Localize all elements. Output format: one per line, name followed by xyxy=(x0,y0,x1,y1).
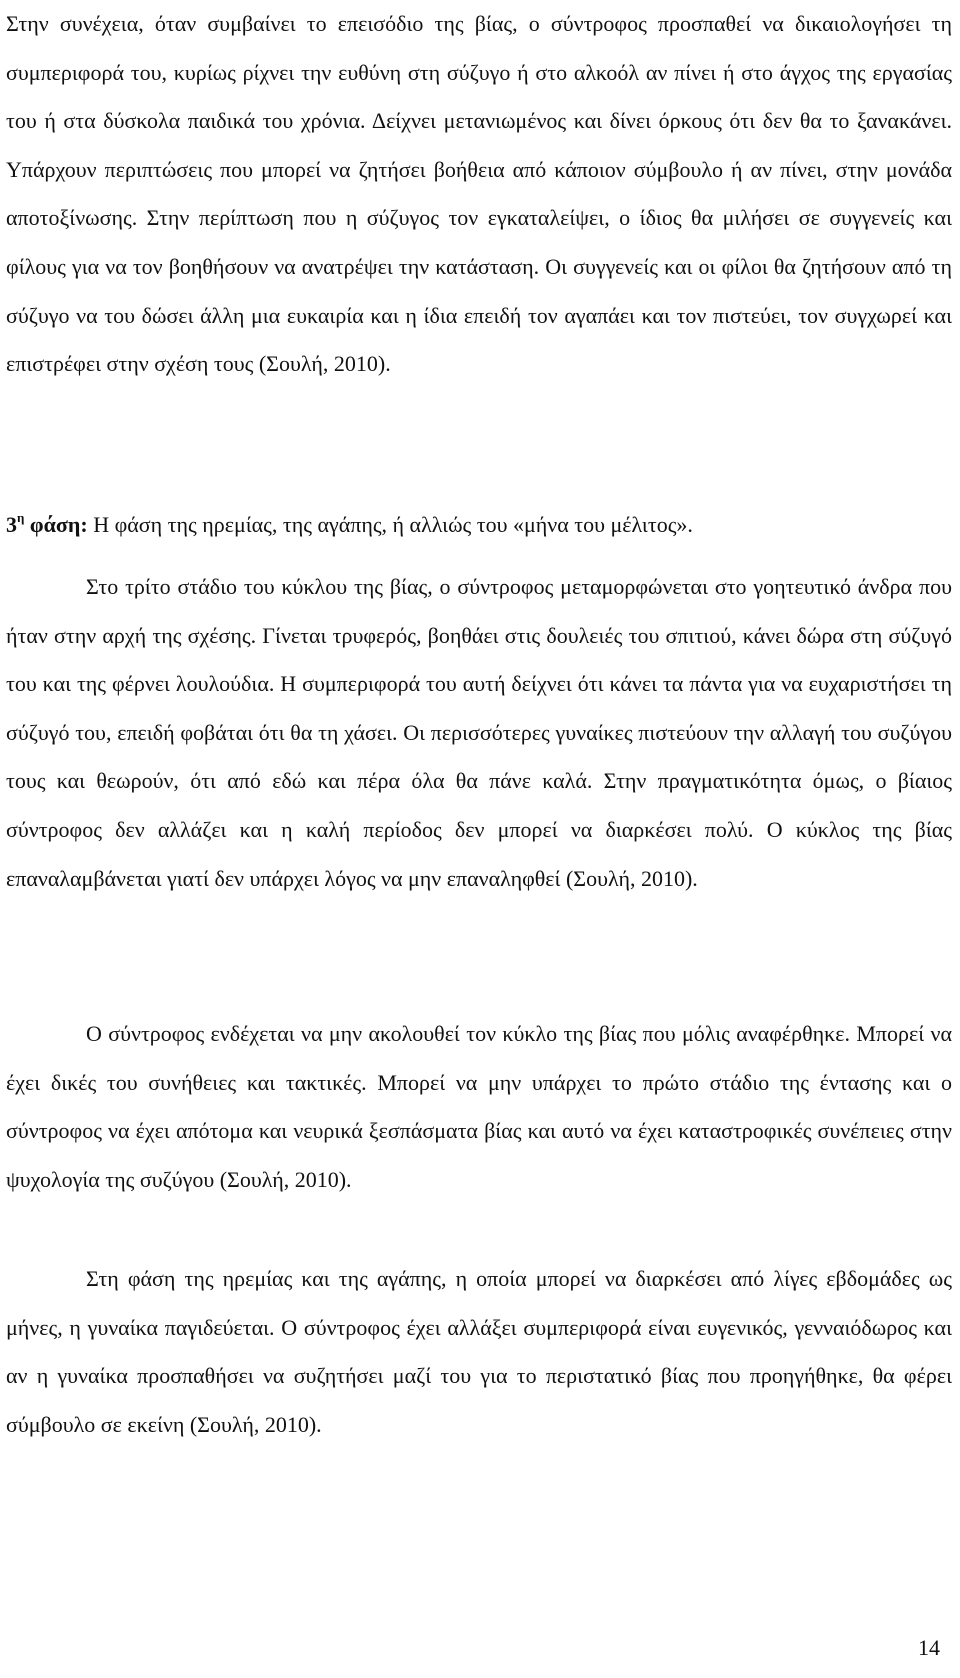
heading-text: Η φάση της ηρεμίας, της αγάπης, ή αλλιώς του «μήνα του μέλιτος». xyxy=(87,512,693,537)
paragraph-4: Στη φάση της ηρεμίας και της αγάπης, η οποία μπορεί να διαρκέσει από λίγες εβδομάδες ως μήνες, η γυναίκα παγιδεύεται. Ο σύντροφος έχει αλλάξει συμπεριφορά είναι ευγενικός, γενναιόδωρος και αν η γυναίκα προσπαθήσει να συζητήσει μαζί του για το περιστατικό βίας που προηγήθηκε, θα φέρει σύμβουλο σε εκείνη (Σουλή, 2010). xyxy=(6,1266,952,1437)
heading-number: $3^\eta$ xyxy=(6,510,25,537)
paragraph-2: Στο τρίτο στάδιο του κύκλου της βίας, ο σύντροφος μεταμορφώνεται στο γοητευτικό άνδρα που ήταν στην αρχή της σχέσης. Γίνεται τρυφερός, βοηθάει στις δουλειές του σπιτιού, κάνει δώρα στη σύζυγό του και της φέρνει λουλούδια. Η συμπεριφορά του αυτή δείχνει ότι κάνει τα πάντα για να ευχαριστήσει τη σύζυγό του, επειδή φοβάται ότι θα τη χάσει. Οι περισσότερες γυναίκες πιστεύουν την αλλαγή του συζύγου τους και θεωρούν, ότι από εδώ και πέρα όλα θα πάνε καλά. Στην πραγματικότητα όμως, ο βίαιος σύντροφος δεν αλλάζει και η καλή περίοδος δεν μπορεί να διαρκέσει πολύ. Ο κύκλος της βίας επαναλαμβάνεται γιατί δεν υπάρχει λόγος να μην επαναληφθεί (Σουλή, 2010). xyxy=(6,574,952,891)
page-number: 14 xyxy=(918,1635,940,1660)
section-heading xyxy=(6,494,952,550)
paragraph-3: Ο σύντροφος ενδέχεται να μην ακολουθεί τον κύκλο της βίας που μόλις αναφέρθηκε. Μπορεί να έχει δικές του συνήθειες και τακτικές. Μπορεί να μην υπάρχει το πρώτο στάδιο της έντασης και ο σύντροφος να έχει απότομα και νευρικά ξεσπάσματα βίας και αυτό να έχει καταστροφικές συνέπειες στην ψυχολογία της συζύγου (Σουλή, 2010). xyxy=(6,1021,952,1192)
paragraph-1: Στην συνέχεια, όταν συμβαίνει το επεισόδιο της βίας, ο σύντροφος προσπαθεί να δικαιολογήσει τη συμπεριφορά του, κυρίως ρίχνει την ευθύνη στη σύζυγο ή στο αλκοόλ αν πίνει ή στο άγχος της εργασίας του ή στα δύσκολα παιδικά του χρόνια. Δείχνει μετανιωμένος και δίνει όρκους ότι δεν θα το ξανακάνει. Υπάρχουν περιπτώσεις που μπορεί να ζητήσει βοήθεια από κάποιον σύμβουλο ή αν πίνει, στην μονάδα αποτοξίνωσης. Στην περίπτωση που η σύζυγος τον εγκαταλείψει, ο ίδιος θα μιλήσει σε συγγενείς και φίλους για να τον βοηθήσουν να ανατρέψει την κατάσταση. Οι συγγενείς και οι φίλοι θα ζητήσουν από τη σύζυγο να του δώσει άλλη μια ευκαιρία και η ίδια επειδή τον αγαπάει και τον πιστεύει, τον συγχωρεί και επιστρέφει στην σχέση τους (Σουλή, 2010). xyxy=(6,11,952,377)
heading-label: φάση: xyxy=(29,512,88,537)
